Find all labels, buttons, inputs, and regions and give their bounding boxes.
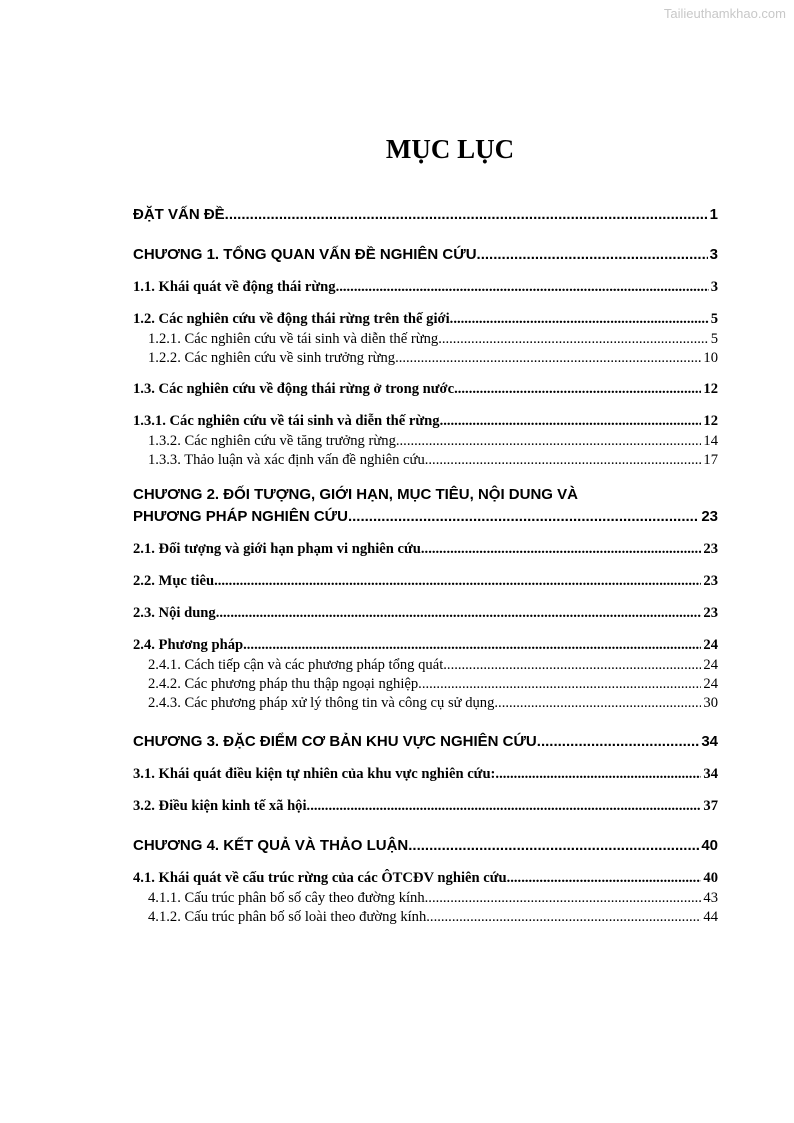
leader-dots [450,308,709,330]
toc-entry-chapter-4[interactable] [133,835,718,857]
leader-dots [537,731,700,753]
toc-entry-page: 40 [701,837,718,854]
toc-entry-page: 23 [703,541,718,557]
toc-entry-label: 2.1. Đối tượng và giới hạn phạm vi nghiên cứu [133,541,421,557]
toc-entry-label: 1.3.1. Các nghiên cứu về tái sinh và diễn thế rừng [133,413,440,429]
toc-entry-label: CHƯƠNG 2. ĐỐI TƯỢNG, GIỚI HẠN, MỤC TIÊU, NỘI DUNG VÀ [133,486,578,503]
leader-dots [408,835,699,857]
leader-dots [443,656,701,675]
toc-entry-page: 23 [703,573,718,589]
toc-entry-label: 1.1. Khái quát về động thái rừng [133,279,336,295]
toc-entry-2-4[interactable] [133,634,718,656]
toc-entry-label-cont: PHƯƠNG PHÁP NGHIÊN CỨU [133,508,348,525]
toc-entry-page: 34 [701,733,718,750]
toc-entry-page: 3 [709,246,718,263]
toc-entry-4-1[interactable] [133,867,718,889]
page-title: MỤC LỤC [385,134,515,164]
leader-dots [495,763,701,785]
leader-dots [396,432,702,451]
toc-entry-1-3-3[interactable] [133,451,718,470]
toc-entry-chapter-1[interactable] [133,244,718,266]
toc-entry-page: 17 [703,452,718,468]
toc-entry-2-1[interactable] [133,538,718,560]
toc-entry-page: 30 [703,695,718,711]
toc-entry-page: 5 [710,331,718,347]
toc-entry-3-1[interactable] [133,763,718,785]
toc-entry-label: 1.3. Các nghiên cứu về động thái rừng ở trong nước [133,381,455,397]
toc-entry-1-2-1[interactable] [133,330,718,349]
toc-entry-2-3[interactable] [133,602,718,624]
toc-entry-3-2[interactable] [133,795,718,817]
toc-entry-1-3-1[interactable] [133,410,718,432]
toc-entry-label: 3.1. Khái quát điều kiện tự nhiên của khu vực nghiên cứu: [133,766,496,782]
toc-entry-2-2[interactable] [133,570,718,592]
table-of-contents [133,200,718,927]
toc-entry-label: CHƯƠNG 4. KẾT QUẢ VÀ THẢO LUẬN [133,837,409,854]
toc-entry-page: 34 [703,766,718,782]
toc-entry-page: 3 [710,279,718,295]
toc-entry-page: 24 [703,637,718,653]
toc-entry-page: 43 [703,890,718,906]
leader-dots [421,538,702,560]
leader-dots [225,204,708,226]
toc-entry-label: 4.1.2. Cấu trúc phân bố số loài theo đường kính [148,909,427,925]
toc-entry-label: 1.2. Các nghiên cứu về động thái rừng trên thế giới [133,311,450,327]
leader-dots [425,451,702,470]
toc-entry-page: 10 [703,350,718,366]
leader-dots [507,867,702,889]
toc-entry-1-2-2[interactable] [133,349,718,368]
toc-entry-4-1-1[interactable] [133,889,718,908]
toc-entry-page: 24 [703,657,718,673]
toc-entry-2-4-1[interactable] [133,656,718,675]
toc-entry-label: 4.1. Khái quát về cấu trúc rừng của các ÔTCĐV nghiên cứu [133,870,507,886]
toc-entry-page: 12 [703,413,718,429]
toc-entry-1-1[interactable] [133,276,718,298]
leader-dots [307,795,702,817]
leader-dots [494,694,701,713]
toc-entry-label: 2.4.3. Các phương pháp xử lý thông tin và công cụ sử dụng [148,695,495,711]
toc-entry-label: 1.3.3. Thảo luận và xác định vấn đề nghiên cứu [148,452,425,468]
toc-entry-chapter-2[interactable] [133,484,718,528]
toc-entry-label: ĐẶT VẤN ĐỀ [133,206,225,223]
toc-entry-label: 2.4.2. Các phương pháp thu thập ngoại nghiệp [148,676,419,692]
toc-entry-label: 1.2.1. Các nghiên cứu về tái sinh và diễn thế rừng [148,331,439,347]
leader-dots [214,570,701,592]
leader-dots [438,330,709,349]
toc-entry-page: 5 [710,311,718,327]
leader-dots [418,675,701,694]
toc-entry-label: 3.2. Điều kiện kinh tế xã hội [133,798,307,814]
toc-entry-2-4-3[interactable] [133,694,718,713]
leader-dots [477,244,708,266]
toc-entry-page: 44 [703,909,718,925]
toc-entry-label: 4.1.1. Cấu trúc phân bố số cây theo đường kính [148,890,425,906]
toc-entry-page: 23 [701,508,718,525]
toc-entry-label: CHƯƠNG 1. TỔNG QUAN VẤN ĐỀ NGHIÊN CỨU [133,246,477,263]
leader-dots [243,634,701,656]
toc-entry-page: 1 [709,206,718,223]
toc-entry-label: CHƯƠNG 3. ĐẶC ĐIỂM CƠ BẢN KHU VỰC NGHIÊN CỨU [133,733,537,750]
leader-dots [425,889,702,908]
leader-dots [395,349,701,368]
leader-dots [336,276,709,298]
toc-entry-1-3[interactable] [133,378,718,400]
leader-dots [454,378,701,400]
toc-entry-page: 12 [703,381,718,397]
leader-dots [426,908,701,927]
toc-entry-label: 2.2. Mục tiêu [133,573,215,589]
toc-entry-label: 1.3.2. Các nghiên cứu về tăng trưởng rừng [148,433,396,449]
toc-entry-page: 37 [703,798,718,814]
toc-entry-1-3-2[interactable] [133,432,718,451]
toc-entry-label: 2.3. Nội dung [133,605,216,621]
toc-entry-label: 2.4.1. Cách tiếp cận và các phương pháp tổng quát [148,657,444,673]
toc-entry-dat-van-de[interactable] [133,204,718,226]
toc-entry-page: 14 [703,433,718,449]
toc-entry-chapter-3[interactable] [133,731,718,753]
toc-entry-label: 2.4. Phương pháp [133,637,244,653]
toc-entry-page: 23 [703,605,718,621]
leader-dots [348,506,699,528]
leader-dots [440,410,702,432]
toc-entry-label: 1.2.2. Các nghiên cứu về sinh trưởng rừng [148,350,396,366]
toc-entry-page: 40 [703,870,718,886]
leader-dots [216,602,702,624]
toc-entry-2-4-2[interactable] [133,675,718,694]
toc-entry-4-1-2[interactable] [133,908,718,927]
toc-entry-page: 24 [703,676,718,692]
toc-entry-1-2[interactable] [133,308,718,330]
watermark: Tailieuthamkhao.com [663,6,786,21]
